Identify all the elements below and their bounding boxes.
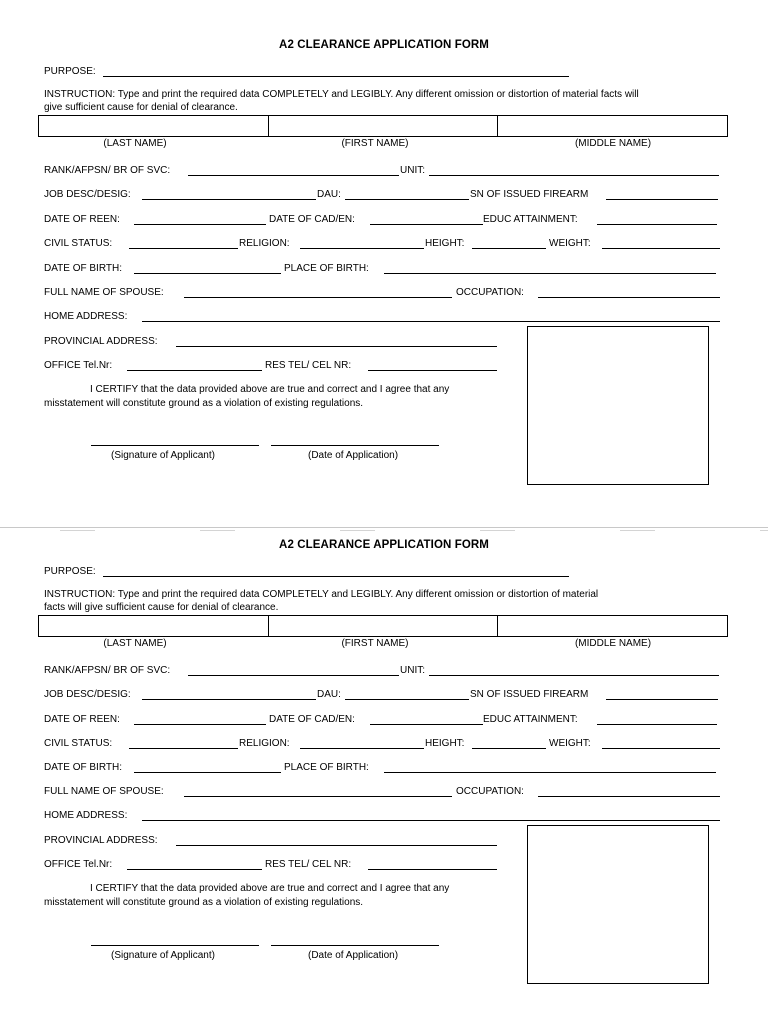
last-name-label: (LAST NAME) — [103, 138, 167, 149]
restel-label: RES TEL/ CEL NR: — [265, 859, 352, 870]
cad-field[interactable] — [370, 724, 483, 725]
dau-label: DAU: — [317, 689, 341, 700]
date-field[interactable] — [271, 445, 439, 446]
pob-label: PLACE OF BIRTH: — [284, 762, 369, 773]
home-label: HOME ADDRESS: — [44, 810, 128, 821]
certify-line-1: I CERTIFY that the data provided above are true and correct and I agree that any — [90, 883, 450, 894]
office-label: OFFICE Tel.Nr: — [44, 859, 113, 870]
photo-box — [527, 326, 709, 485]
civil-field[interactable] — [129, 748, 238, 749]
provincial-label: PROVINCIAL ADDRESS: — [44, 336, 158, 347]
civil-field[interactable] — [129, 248, 238, 249]
middle-name-label: (MIDDLE NAME) — [574, 638, 652, 649]
last-name-label: (LAST NAME) — [103, 638, 167, 649]
instruction-line-1: INSTRUCTION: Type and print the required data COMPLETELY and LEGIBLY. Any different omission or distortion of material facts will — [44, 89, 639, 100]
spouse-label: FULL NAME OF SPOUSE: — [44, 287, 164, 298]
weight-label: WEIGHT: — [549, 238, 591, 249]
office-label: OFFICE Tel.Nr: — [44, 360, 113, 371]
middle-name-label: (MIDDLE NAME) — [574, 138, 652, 149]
signature-field[interactable] — [91, 945, 259, 946]
dau-label: DAU: — [317, 189, 341, 200]
religion-label: RELIGION: — [239, 238, 290, 249]
signature-label: (Signature of Applicant) — [111, 950, 215, 961]
spouse-field[interactable] — [184, 297, 452, 298]
firearm-field[interactable] — [606, 199, 718, 200]
certify-line-2: misstatement will constitute ground as a violation of existing regulations. — [44, 897, 364, 908]
height-field[interactable] — [472, 748, 546, 749]
provincial-field[interactable] — [176, 845, 497, 846]
firearm-field[interactable] — [606, 699, 718, 700]
purpose-label: PURPOSE: — [44, 566, 96, 577]
occupation-field[interactable] — [538, 297, 720, 298]
unit-field[interactable] — [429, 675, 719, 676]
middle-name-field[interactable] — [498, 616, 727, 636]
firearm-label: SN OF ISSUED FIREARM — [470, 189, 589, 200]
instruction-line-2: facts will give sufficient cause for denial of clearance. — [44, 602, 279, 613]
educ-label: EDUC ATTAINMENT: — [483, 714, 578, 725]
pob-field[interactable] — [384, 772, 716, 773]
occupation-label: OCCUPATION: — [456, 786, 524, 797]
height-label: HEIGHT: — [425, 738, 465, 749]
last-name-field[interactable] — [39, 616, 269, 636]
religion-label: RELIGION: — [239, 738, 290, 749]
home-label: HOME ADDRESS: — [44, 311, 128, 322]
religion-field[interactable] — [300, 748, 424, 749]
reen-field[interactable] — [134, 224, 266, 225]
rank-label: RANK/AFPSN/ BR OF SVC: — [44, 665, 171, 676]
form-title: A2 CLEARANCE APPLICATION FORM — [279, 539, 489, 551]
job-field[interactable] — [142, 199, 316, 200]
signature-field[interactable] — [91, 445, 259, 446]
rank-label: RANK/AFPSN/ BR OF SVC: — [44, 165, 171, 176]
name-box — [38, 115, 728, 137]
cad-label: DATE OF CAD/EN: — [269, 214, 355, 225]
occupation-field[interactable] — [538, 796, 720, 797]
date-label: (Date of Application) — [308, 950, 399, 961]
unit-label: UNIT: — [400, 165, 425, 176]
restel-field[interactable] — [368, 869, 497, 870]
purpose-field[interactable] — [103, 576, 569, 577]
certify-line-1: I CERTIFY that the data provided above are true and correct and I agree that any — [90, 384, 450, 395]
unit-field[interactable] — [429, 175, 719, 176]
weight-label: WEIGHT: — [549, 738, 591, 749]
certify-line-2: misstatement will constitute ground as a violation of existing regulations. — [44, 398, 364, 409]
clearance-form-top — [0, 0, 768, 500]
reen-field[interactable] — [134, 724, 266, 725]
restel-field[interactable] — [368, 370, 497, 371]
reen-label: DATE OF REEN: — [44, 714, 120, 725]
cad-field[interactable] — [370, 224, 483, 225]
clearance-form-bottom — [0, 500, 768, 1000]
purpose-label: PURPOSE: — [44, 66, 96, 77]
middle-name-field[interactable] — [498, 116, 727, 136]
office-field[interactable] — [127, 370, 262, 371]
name-box — [38, 615, 728, 637]
occupation-label: OCCUPATION: — [456, 287, 524, 298]
purpose-field[interactable] — [103, 76, 569, 77]
photo-box — [527, 825, 709, 984]
educ-field[interactable] — [597, 724, 717, 725]
educ-field[interactable] — [597, 224, 717, 225]
reen-label: DATE OF REEN: — [44, 214, 120, 225]
unit-label: UNIT: — [400, 665, 425, 676]
pob-field[interactable] — [384, 273, 716, 274]
civil-label: CIVIL STATUS: — [44, 238, 113, 249]
first-name-field[interactable] — [269, 616, 499, 636]
instruction-line-1: INSTRUCTION: Type and print the required data COMPLETELY and LEGIBLY. Any different omission or distortion of material — [44, 589, 599, 600]
office-field[interactable] — [127, 869, 262, 870]
height-label: HEIGHT: — [425, 238, 465, 249]
civil-label: CIVIL STATUS: — [44, 738, 113, 749]
rank-field[interactable] — [188, 175, 399, 176]
last-name-field[interactable] — [39, 116, 269, 136]
spouse-label: FULL NAME OF SPOUSE: — [44, 786, 164, 797]
dau-field[interactable] — [345, 199, 469, 200]
job-field[interactable] — [142, 699, 316, 700]
cad-label: DATE OF CAD/EN: — [269, 714, 355, 725]
religion-field[interactable] — [300, 248, 424, 249]
height-field[interactable] — [472, 248, 546, 249]
home-field[interactable] — [142, 820, 720, 821]
dob-label: DATE OF BIRTH: — [44, 762, 122, 773]
dob-field[interactable] — [134, 772, 281, 773]
dau-field[interactable] — [345, 699, 469, 700]
educ-label: EDUC ATTAINMENT: — [483, 214, 578, 225]
provincial-label: PROVINCIAL ADDRESS: — [44, 835, 158, 846]
pob-label: PLACE OF BIRTH: — [284, 263, 369, 274]
first-name-label: (FIRST NAME) — [341, 638, 409, 649]
weight-field[interactable] — [602, 748, 720, 749]
job-label: JOB DESC/DESIG: — [44, 189, 131, 200]
restel-label: RES TEL/ CEL NR: — [265, 360, 352, 371]
dob-field[interactable] — [134, 273, 281, 274]
first-name-label: (FIRST NAME) — [341, 138, 409, 149]
job-label: JOB DESC/DESIG: — [44, 689, 131, 700]
instruction-line-2: give sufficient cause for denial of clearance. — [44, 102, 238, 113]
firearm-label: SN OF ISSUED FIREARM — [470, 689, 589, 700]
spouse-field[interactable] — [184, 796, 452, 797]
provincial-field[interactable] — [176, 346, 497, 347]
home-field[interactable] — [142, 321, 720, 322]
weight-field[interactable] — [602, 248, 720, 249]
signature-label: (Signature of Applicant) — [111, 450, 215, 461]
first-name-field[interactable] — [269, 116, 499, 136]
form-title: A2 CLEARANCE APPLICATION FORM — [279, 39, 489, 51]
dob-label: DATE OF BIRTH: — [44, 263, 122, 274]
rank-field[interactable] — [188, 675, 399, 676]
date-label: (Date of Application) — [308, 450, 399, 461]
date-field[interactable] — [271, 945, 439, 946]
